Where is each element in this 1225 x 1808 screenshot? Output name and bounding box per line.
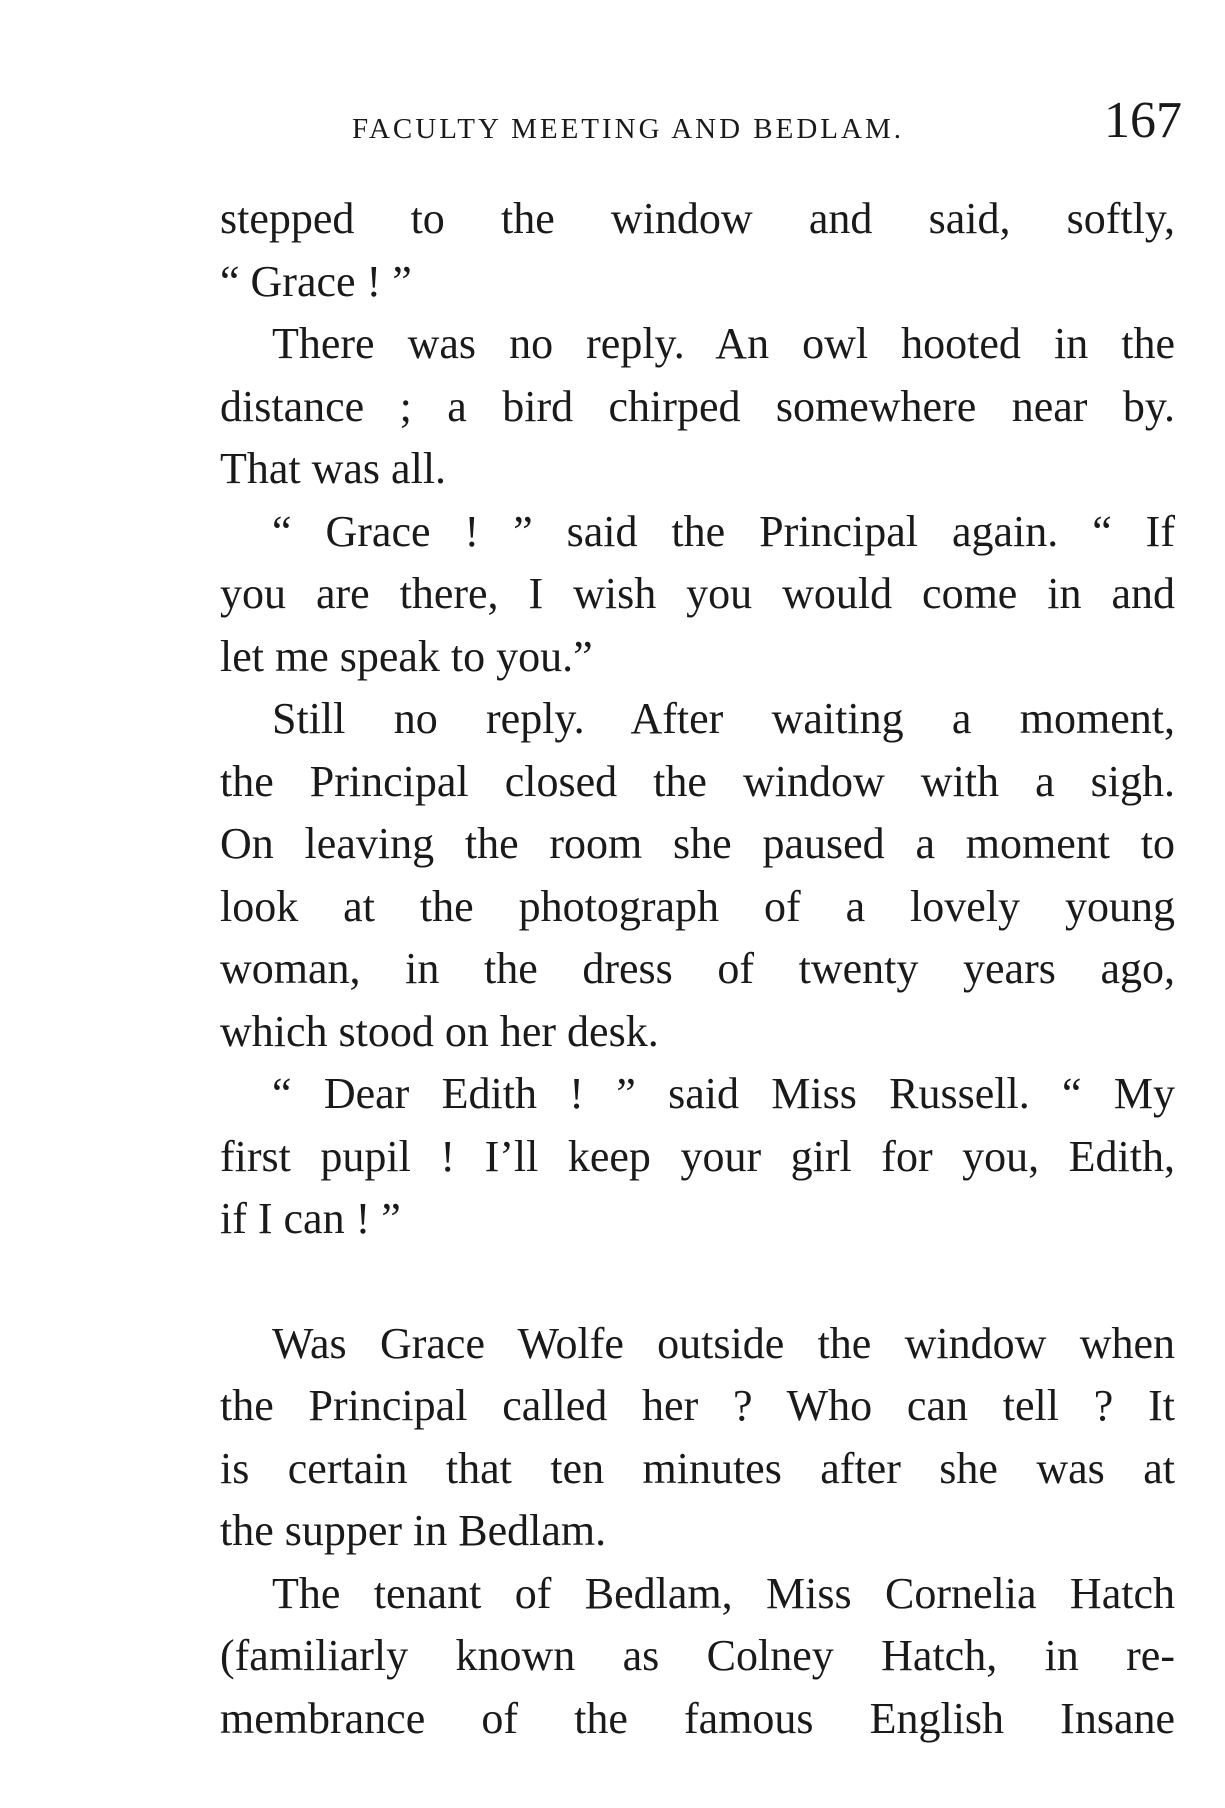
text-line: you are there, I wish you would come in and [220,569,1175,618]
paragraph-5 [220,1063,1175,1251]
text-line: The tenant of Bedlam, Miss Cornelia Hatch [272,1568,1175,1618]
paragraph-1 [220,188,1175,313]
text-line: distance ; a bird chirped somewhere near by. [220,381,1175,431]
text-line: On leaving the room she paused a moment to [220,819,1175,868]
page-number: 167 [1104,92,1182,149]
text-line: “ Grace ! ” said the Principal again. “ If [272,506,1175,556]
text-line: the Principal called her ? Who can tell ? It [220,1381,1175,1430]
text-line: There was no reply. An owl hooted in the [272,319,1175,368]
paragraph-7 [220,1563,1175,1751]
text-line: the supper in Bedlam. [220,1506,607,1555]
text-line: is certain that ten minutes after she was at [220,1443,1175,1493]
running-head [352,92,1182,155]
paragraph-2 [220,313,1175,501]
text-line: first pupil ! I’ll keep your girl for you, Edith, [220,1131,1175,1181]
section-break [220,1251,1175,1313]
text-line: Was Grace Wolfe outside the window when [272,1318,1175,1368]
text-line: That was all. [220,444,447,493]
paragraph-3 [220,501,1175,689]
paragraph-4 [220,688,1175,1063]
text-line: Still no reply. After waiting a moment, [272,694,1175,743]
text-line: (familiarly known as Colney Hatch, in re- [220,1631,1175,1680]
running-title: FACULTY MEETING AND BEDLAM. [352,113,904,145]
text-line: woman, in the dress of twenty years ago, [220,944,1175,993]
text-line: which stood on her desk. [220,1006,659,1056]
text-line: membrance of the famous English Insane [220,1693,1175,1743]
text-line: stepped to the window and said, softly, [220,194,1175,243]
text-line: let me speak to you.” [220,631,593,681]
body-text [220,188,1175,1750]
paragraph-6 [220,1313,1175,1563]
text-line: “ Dear Edith ! ” said Miss Russell. “ My [272,1069,1175,1118]
text-line: look at the photograph of a lovely young [220,881,1175,931]
text-line: if I can ! ” [220,1194,401,1243]
text-line: the Principal closed the window with a sigh. [220,756,1175,806]
text-line: “ Grace ! ” [220,256,412,306]
